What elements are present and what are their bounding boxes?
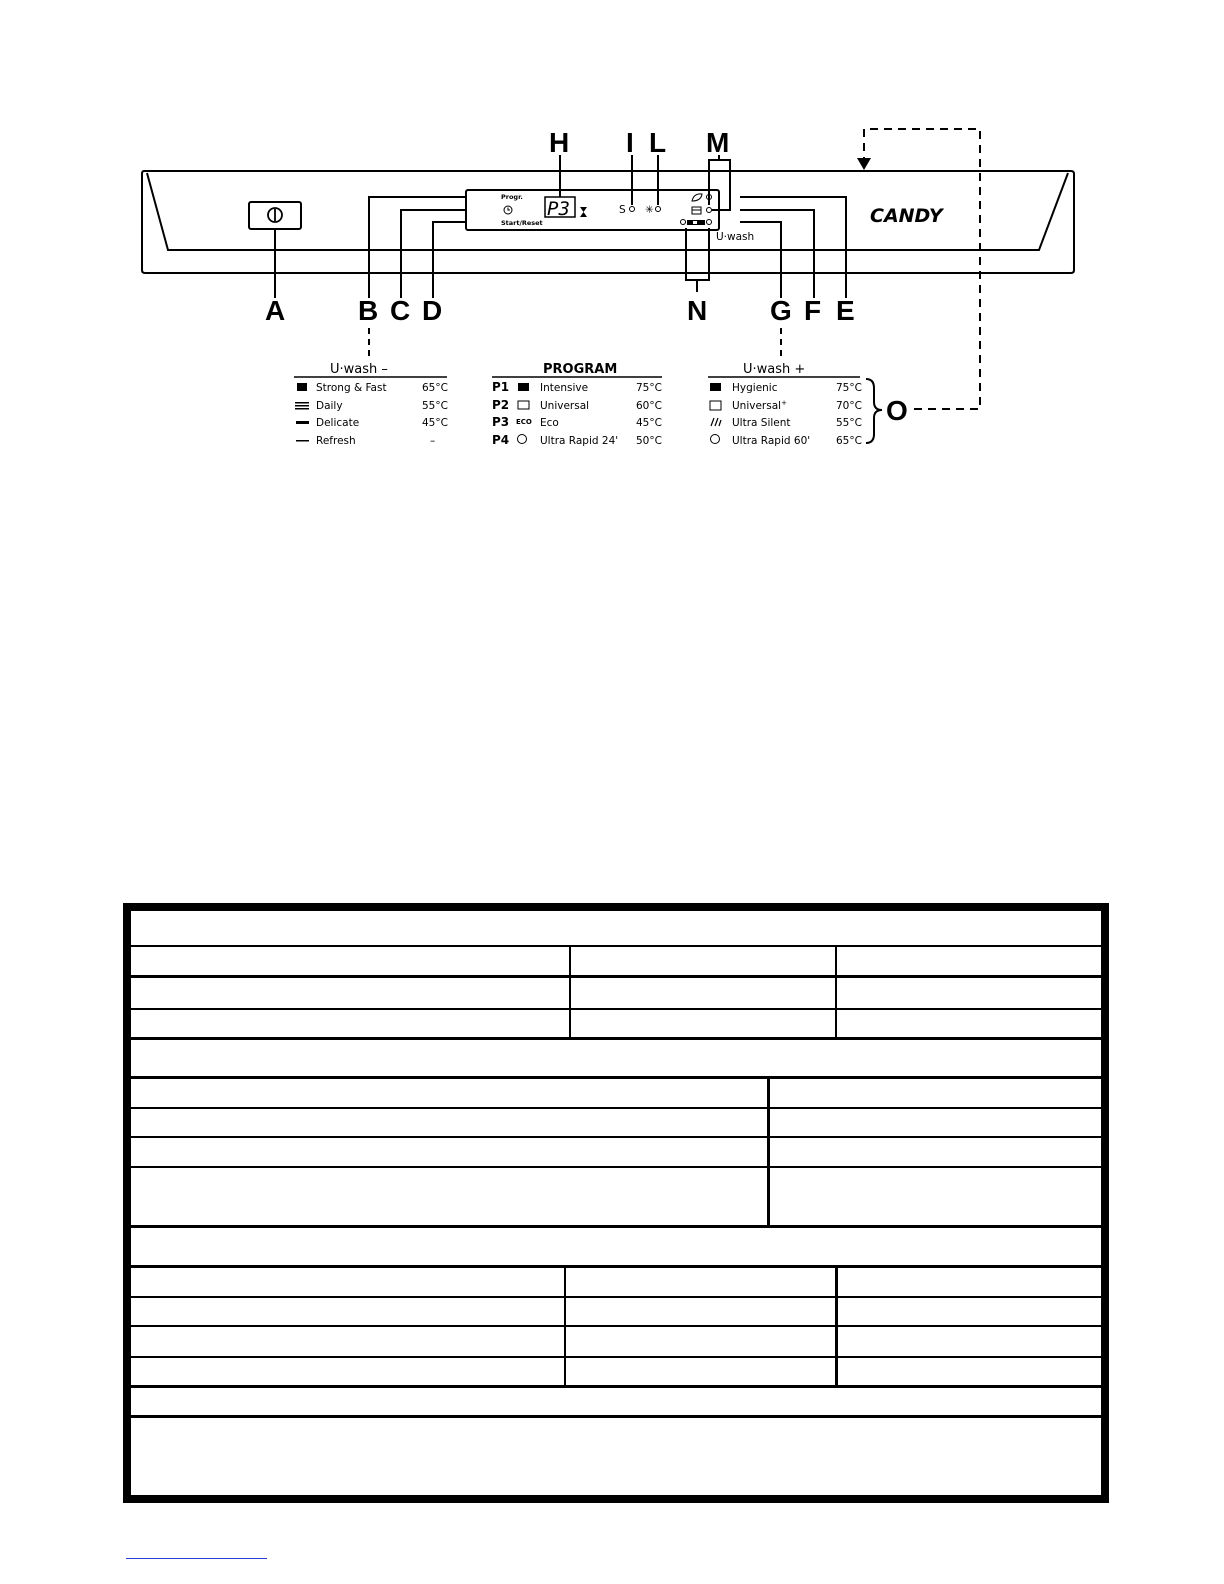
uwash-plus-row-2-name-text: Universal (732, 400, 782, 412)
refresh-icon (296, 440, 309, 442)
daily-icon-line2 (295, 408, 309, 410)
eco-leaf-icon (692, 194, 702, 201)
table-row (131, 1265, 1101, 1268)
table-row (131, 975, 1101, 978)
half-load-icon (692, 207, 701, 214)
delicate-icon (296, 421, 309, 424)
intensive-icon (518, 383, 529, 391)
callout-g: G (770, 295, 792, 326)
universal-plus-icon (710, 401, 721, 410)
table-row (131, 1076, 1101, 1079)
uwash-plus-row-1-temp: 75°C (836, 382, 862, 394)
table-divider (569, 945, 571, 1037)
footer-link-rule (126, 1558, 267, 1559)
option-led-2 (707, 208, 712, 213)
table-row (131, 1037, 1101, 1040)
uwash-plus-row-2-name (732, 399, 787, 412)
uwash-plus-title: U·wash + (743, 362, 806, 377)
power-icon (268, 208, 282, 222)
uwash-minus-row-1-temp: 65°C (422, 382, 448, 394)
salt-led (630, 207, 635, 212)
program-row-3-name: Eco (540, 417, 559, 429)
uwash-minus-row-2-temp: 55°C (422, 400, 448, 412)
callout-line-d (433, 222, 466, 298)
program-row-2-temp: 60°C (636, 400, 662, 412)
progr-label: Progr. (501, 193, 523, 201)
callout-line-f (740, 210, 814, 298)
table-row (131, 1415, 1101, 1418)
uwash-minus-row-3-name: Delicate (316, 417, 360, 429)
brace-o (866, 379, 882, 443)
universal-icon (518, 401, 529, 409)
rapid-60-icon (711, 435, 720, 444)
callout-line-b (369, 197, 466, 298)
uwash-minus-icons (295, 383, 309, 442)
callout-l: L (649, 127, 667, 158)
program-row-2-name: Universal (540, 400, 590, 412)
table-row (131, 1107, 1101, 1109)
table-row (131, 1356, 1101, 1358)
table-divider (767, 1076, 770, 1225)
uwash-minus-row-2-name: Daily (316, 400, 343, 412)
callout-a: A (265, 295, 286, 326)
salt-icon: S (619, 204, 626, 216)
delay-clock-icon (504, 206, 512, 214)
rinse-led (656, 207, 661, 212)
display-value: P3 (547, 198, 570, 220)
program-row-4-code: P4 (492, 433, 510, 447)
daily-icon-line (295, 405, 309, 407)
callout-line-m2 (712, 160, 730, 210)
brand-logo: CANDY (870, 205, 943, 227)
table-divider (835, 1265, 838, 1385)
uwash-minus-title: U·wash – (330, 362, 388, 377)
daily-icon (295, 402, 309, 404)
uwash-plus-row-3-name: Ultra Silent (732, 417, 791, 429)
table-divider (564, 1265, 566, 1385)
uwash-bar-slot (693, 221, 697, 224)
table-row (131, 1325, 1101, 1327)
table-row (131, 1008, 1101, 1010)
program-row-3-code: P3 (492, 415, 510, 429)
callout-m: M (706, 127, 730, 158)
hygienic-icon (710, 383, 721, 391)
program-row-1-temp: 75°C (636, 382, 662, 394)
table-row (131, 1296, 1101, 1298)
callout-line-m (709, 155, 719, 205)
strong-fast-icon (297, 383, 307, 391)
uwash-minus-row-3-temp: 45°C (422, 417, 448, 429)
uwash-minus-row-4-name: Refresh (316, 435, 356, 447)
callout-o: O (886, 395, 908, 426)
table-row (131, 1136, 1101, 1138)
callout-c: C (390, 295, 411, 326)
uwash-plus-row-2-temp: 70°C (836, 400, 862, 412)
specification-table (123, 903, 1109, 1503)
table-row (131, 1225, 1101, 1228)
hourglass-icon (580, 207, 587, 217)
table-row (131, 945, 1101, 947)
program-row-1-code: P1 (492, 380, 510, 394)
callout-line-e (740, 197, 846, 298)
rapid-24-icon (518, 435, 527, 444)
program-row-4-temp: 50°C (636, 435, 662, 447)
uwash-minus-row-4-temp: – (430, 435, 436, 447)
program-row-1-name: Intensive (540, 382, 589, 394)
program-row-4-name: Ultra Rapid 24' (540, 435, 619, 447)
uwash-plus-row-4-name: Ultra Rapid 60' (732, 435, 811, 447)
callout-h: H (549, 127, 570, 158)
table-row (131, 1166, 1101, 1168)
uwash-plus-row-3-temp: 55°C (836, 417, 862, 429)
callout-d: D (422, 295, 443, 326)
start-reset-label: Start/Reset (501, 219, 543, 227)
arrow-head-icon (857, 158, 871, 170)
option-led-4 (681, 220, 686, 225)
uwash-plus-row-4-temp: 65°C (836, 435, 862, 447)
program-row-2-code: P2 (492, 398, 510, 412)
ultra-silent-icon (711, 418, 721, 426)
rinse-aid-icon: ✳ (645, 204, 654, 216)
control-panel-diagram (0, 0, 1224, 470)
callout-n: N (687, 295, 708, 326)
table-divider (835, 945, 837, 1037)
program-row-3-temp: 45°C (636, 417, 662, 429)
program-title: PROGRAM (543, 362, 618, 377)
callout-e: E (836, 295, 855, 326)
uwash-minus-row-1-name: Strong & Fast (316, 382, 387, 394)
callout-i: I (626, 127, 634, 158)
callout-f: F (804, 295, 822, 326)
uwash-plus-row-2-sup: + (781, 399, 787, 407)
option-led-3 (707, 220, 712, 225)
eco-icon: ECO (516, 418, 532, 426)
table-row (131, 1385, 1101, 1388)
uwash-panel-label: U·wash (716, 231, 755, 243)
uwash-plus-row-1-name: Hygienic (732, 382, 778, 394)
callout-b: B (358, 295, 379, 326)
